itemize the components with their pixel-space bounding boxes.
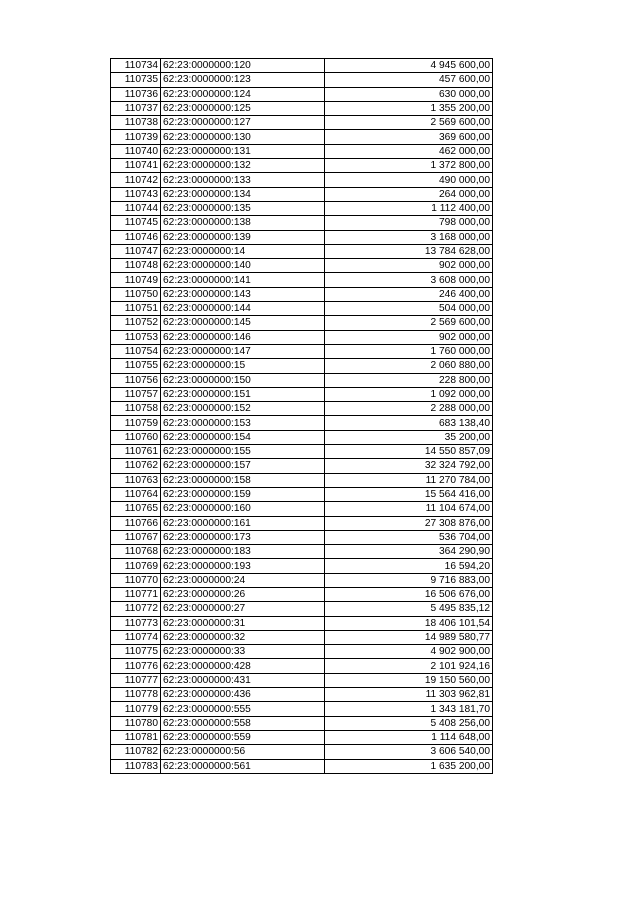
- cadastral-value-cell: 630 000,00: [325, 87, 493, 101]
- cadastral-number-cell: 62:23:0000000:32: [161, 630, 325, 644]
- table-row: [111, 559, 493, 573]
- table-row: [111, 330, 493, 344]
- cadastral-number-cell: 62:23:0000000:56: [161, 745, 325, 759]
- table-row: [111, 101, 493, 115]
- row-id-cell: 110758: [111, 402, 161, 416]
- row-id-cell: 110772: [111, 602, 161, 616]
- cadastral-number-cell: 62:23:0000000:120: [161, 59, 325, 73]
- row-id-cell: 110740: [111, 144, 161, 158]
- cadastral-number-cell: 62:23:0000000:147: [161, 344, 325, 358]
- table-row: [111, 59, 493, 73]
- cadastral-value-cell: 264 000,00: [325, 187, 493, 201]
- table-row: [111, 402, 493, 416]
- row-id-cell: 110776: [111, 659, 161, 673]
- row-id-cell: 110765: [111, 502, 161, 516]
- row-id-cell: 110759: [111, 416, 161, 430]
- cadastral-value-cell: 1 114 648,00: [325, 730, 493, 744]
- cadastral-number-cell: 62:23:0000000:24: [161, 573, 325, 587]
- cadastral-number-cell: 62:23:0000000:132: [161, 159, 325, 173]
- cadastral-value-cell: 462 000,00: [325, 144, 493, 158]
- cadastral-value-cell: 369 600,00: [325, 130, 493, 144]
- row-id-cell: 110751: [111, 302, 161, 316]
- cadastral-value-cell: 2 569 600,00: [325, 316, 493, 330]
- row-id-cell: 110769: [111, 559, 161, 573]
- row-id-cell: 110739: [111, 130, 161, 144]
- cadastral-value-cell: 14 550 857,09: [325, 445, 493, 459]
- table-row: [111, 116, 493, 130]
- cadastral-value-cell: 1 372 800,00: [325, 159, 493, 173]
- cadastral-value-cell: 504 000,00: [325, 302, 493, 316]
- cadastral-value-cell: 457 600,00: [325, 73, 493, 87]
- cadastral-value-cell: 11 104 674,00: [325, 502, 493, 516]
- row-id-cell: 110780: [111, 716, 161, 730]
- cadastral-number-cell: 62:23:0000000:158: [161, 473, 325, 487]
- table-row: [111, 587, 493, 601]
- cadastral-value-cell: 19 150 560,00: [325, 673, 493, 687]
- cadastral-value-cell: 902 000,00: [325, 259, 493, 273]
- table-row: [111, 273, 493, 287]
- row-id-cell: 110783: [111, 759, 161, 773]
- cadastral-number-cell: 62:23:0000000:428: [161, 659, 325, 673]
- row-id-cell: 110735: [111, 73, 161, 87]
- cadastral-number-cell: 62:23:0000000:140: [161, 259, 325, 273]
- table-row: [111, 645, 493, 659]
- row-id-cell: 110760: [111, 430, 161, 444]
- table-row: [111, 545, 493, 559]
- table-row: [111, 502, 493, 516]
- row-id-cell: 110745: [111, 216, 161, 230]
- cadastral-number-cell: 62:23:0000000:193: [161, 559, 325, 573]
- cadastral-number-cell: 62:23:0000000:431: [161, 673, 325, 687]
- cadastral-number-cell: 62:23:0000000:159: [161, 487, 325, 501]
- cadastral-number-cell: 62:23:0000000:154: [161, 430, 325, 444]
- row-id-cell: 110773: [111, 616, 161, 630]
- cadastral-number-cell: 62:23:0000000:436: [161, 688, 325, 702]
- row-id-cell: 110744: [111, 201, 161, 215]
- row-id-cell: 110764: [111, 487, 161, 501]
- table-row: [111, 730, 493, 744]
- cadastral-value-cell: 1 635 200,00: [325, 759, 493, 773]
- cadastral-number-cell: 62:23:0000000:130: [161, 130, 325, 144]
- cadastral-number-cell: 62:23:0000000:134: [161, 187, 325, 201]
- row-id-cell: 110775: [111, 645, 161, 659]
- cadastral-value-cell: 9 716 883,00: [325, 573, 493, 587]
- cadastral-value-cell: 536 704,00: [325, 530, 493, 544]
- row-id-cell: 110774: [111, 630, 161, 644]
- cadastral-number-cell: 62:23:0000000:559: [161, 730, 325, 744]
- cadastral-value-cell: 4 902 900,00: [325, 645, 493, 659]
- cadastral-number-cell: 62:23:0000000:33: [161, 645, 325, 659]
- cadastral-value-cell: 16 506 676,00: [325, 587, 493, 601]
- table-row: [111, 373, 493, 387]
- cadastral-value-cell: 18 406 101,54: [325, 616, 493, 630]
- cadastral-number-cell: 62:23:0000000:173: [161, 530, 325, 544]
- cadastral-value-cell: 2 101 924,16: [325, 659, 493, 673]
- row-id-cell: 110752: [111, 316, 161, 330]
- cadastral-value-table: [110, 58, 493, 774]
- row-id-cell: 110741: [111, 159, 161, 173]
- cadastral-number-cell: 62:23:0000000:14: [161, 244, 325, 258]
- cadastral-value-cell: 1 112 400,00: [325, 201, 493, 215]
- table-row: [111, 445, 493, 459]
- table-row: [111, 130, 493, 144]
- row-id-cell: 110734: [111, 59, 161, 73]
- row-id-cell: 110770: [111, 573, 161, 587]
- cadastral-number-cell: 62:23:0000000:151: [161, 387, 325, 401]
- table-row: [111, 530, 493, 544]
- cadastral-number-cell: 62:23:0000000:135: [161, 201, 325, 215]
- cadastral-value-cell: 35 200,00: [325, 430, 493, 444]
- table-row: [111, 201, 493, 215]
- cadastral-value-cell: 5 408 256,00: [325, 716, 493, 730]
- table-row: [111, 287, 493, 301]
- table-row: [111, 387, 493, 401]
- table-row: [111, 616, 493, 630]
- cadastral-value-cell: 3 168 000,00: [325, 230, 493, 244]
- row-id-cell: 110778: [111, 688, 161, 702]
- row-id-cell: 110736: [111, 87, 161, 101]
- table-row: [111, 87, 493, 101]
- table-row: [111, 630, 493, 644]
- table-row: [111, 216, 493, 230]
- cadastral-value-cell: 3 606 540,00: [325, 745, 493, 759]
- row-id-cell: 110755: [111, 359, 161, 373]
- row-id-cell: 110737: [111, 101, 161, 115]
- table-row: [111, 459, 493, 473]
- table-row: [111, 302, 493, 316]
- cadastral-value-cell: 228 800,00: [325, 373, 493, 387]
- row-id-cell: 110742: [111, 173, 161, 187]
- table-body: [111, 59, 493, 774]
- row-id-cell: 110777: [111, 673, 161, 687]
- cadastral-number-cell: 62:23:0000000:145: [161, 316, 325, 330]
- cadastral-number-cell: 62:23:0000000:27: [161, 602, 325, 616]
- cadastral-number-cell: 62:23:0000000:558: [161, 716, 325, 730]
- cadastral-value-cell: 13 784 628,00: [325, 244, 493, 258]
- table-row: [111, 602, 493, 616]
- row-id-cell: 110782: [111, 745, 161, 759]
- cadastral-value-cell: 14 989 580,77: [325, 630, 493, 644]
- cadastral-value-cell: 15 564 416,00: [325, 487, 493, 501]
- row-id-cell: 110767: [111, 530, 161, 544]
- row-id-cell: 110753: [111, 330, 161, 344]
- table-row: [111, 159, 493, 173]
- cadastral-number-cell: 62:23:0000000:160: [161, 502, 325, 516]
- cadastral-value-cell: 902 000,00: [325, 330, 493, 344]
- cadastral-value-cell: 11 270 784,00: [325, 473, 493, 487]
- cadastral-number-cell: 62:23:0000000:150: [161, 373, 325, 387]
- cadastral-number-cell: 62:23:0000000:152: [161, 402, 325, 416]
- row-id-cell: 110754: [111, 344, 161, 358]
- cadastral-number-cell: 62:23:0000000:127: [161, 116, 325, 130]
- row-id-cell: 110749: [111, 273, 161, 287]
- row-id-cell: 110747: [111, 244, 161, 258]
- cadastral-number-cell: 62:23:0000000:131: [161, 144, 325, 158]
- table-row: [111, 745, 493, 759]
- table-row: [111, 316, 493, 330]
- cadastral-value-cell: 3 608 000,00: [325, 273, 493, 287]
- row-id-cell: 110771: [111, 587, 161, 601]
- table-row: [111, 244, 493, 258]
- cadastral-number-cell: 62:23:0000000:143: [161, 287, 325, 301]
- cadastral-number-cell: 62:23:0000000:157: [161, 459, 325, 473]
- table-row: [111, 73, 493, 87]
- table-row: [111, 659, 493, 673]
- table-row: [111, 487, 493, 501]
- table-row: [111, 516, 493, 530]
- row-id-cell: 110738: [111, 116, 161, 130]
- row-id-cell: 110763: [111, 473, 161, 487]
- cadastral-value-cell: 2 060 880,00: [325, 359, 493, 373]
- table-row: [111, 702, 493, 716]
- cadastral-value-cell: 32 324 792,00: [325, 459, 493, 473]
- cadastral-value-cell: 246 400,00: [325, 287, 493, 301]
- cadastral-value-cell: 27 308 876,00: [325, 516, 493, 530]
- row-id-cell: 110781: [111, 730, 161, 744]
- cadastral-value-cell: 4 945 600,00: [325, 59, 493, 73]
- table-row: [111, 688, 493, 702]
- cadastral-value-cell: 490 000,00: [325, 173, 493, 187]
- cadastral-value-cell: 5 495 835,12: [325, 602, 493, 616]
- cadastral-number-cell: 62:23:0000000:183: [161, 545, 325, 559]
- row-id-cell: 110746: [111, 230, 161, 244]
- cadastral-value-cell: 1 092 000,00: [325, 387, 493, 401]
- row-id-cell: 110762: [111, 459, 161, 473]
- cadastral-number-cell: 62:23:0000000:555: [161, 702, 325, 716]
- cadastral-value-cell: 11 303 962,81: [325, 688, 493, 702]
- cadastral-number-cell: 62:23:0000000:146: [161, 330, 325, 344]
- cadastral-value-cell: 2 569 600,00: [325, 116, 493, 130]
- row-id-cell: 110750: [111, 287, 161, 301]
- cadastral-number-cell: 62:23:0000000:139: [161, 230, 325, 244]
- table-row: [111, 673, 493, 687]
- cadastral-value-cell: 1 343 181,70: [325, 702, 493, 716]
- cadastral-value-cell: 16 594,20: [325, 559, 493, 573]
- table-row: [111, 759, 493, 773]
- cadastral-number-cell: 62:23:0000000:26: [161, 587, 325, 601]
- table-row: [111, 359, 493, 373]
- table-row: [111, 573, 493, 587]
- cadastral-number-cell: 62:23:0000000:123: [161, 73, 325, 87]
- table-row: [111, 144, 493, 158]
- cadastral-value-cell: 1 760 000,00: [325, 344, 493, 358]
- table-row: [111, 416, 493, 430]
- cadastral-number-cell: 62:23:0000000:144: [161, 302, 325, 316]
- cadastral-number-cell: 62:23:0000000:161: [161, 516, 325, 530]
- table-row: [111, 473, 493, 487]
- cadastral-number-cell: 62:23:0000000:15: [161, 359, 325, 373]
- cadastral-number-cell: 62:23:0000000:125: [161, 101, 325, 115]
- table-row: [111, 259, 493, 273]
- cadastral-number-cell: 62:23:0000000:31: [161, 616, 325, 630]
- row-id-cell: 110748: [111, 259, 161, 273]
- cadastral-number-cell: 62:23:0000000:138: [161, 216, 325, 230]
- row-id-cell: 110761: [111, 445, 161, 459]
- cadastral-number-cell: 62:23:0000000:124: [161, 87, 325, 101]
- row-id-cell: 110757: [111, 387, 161, 401]
- cadastral-value-cell: 1 355 200,00: [325, 101, 493, 115]
- cadastral-number-cell: 62:23:0000000:141: [161, 273, 325, 287]
- row-id-cell: 110766: [111, 516, 161, 530]
- cadastral-number-cell: 62:23:0000000:153: [161, 416, 325, 430]
- row-id-cell: 110743: [111, 187, 161, 201]
- cadastral-number-cell: 62:23:0000000:133: [161, 173, 325, 187]
- row-id-cell: 110768: [111, 545, 161, 559]
- cadastral-number-cell: 62:23:0000000:155: [161, 445, 325, 459]
- table-row: [111, 344, 493, 358]
- row-id-cell: 110779: [111, 702, 161, 716]
- cadastral-value-cell: 364 290,90: [325, 545, 493, 559]
- cadastral-value-cell: 683 138,40: [325, 416, 493, 430]
- cadastral-value-cell: 2 288 000,00: [325, 402, 493, 416]
- row-id-cell: 110756: [111, 373, 161, 387]
- document-page: [110, 58, 492, 774]
- cadastral-value-cell: 798 000,00: [325, 216, 493, 230]
- table-row: [111, 430, 493, 444]
- table-row: [111, 173, 493, 187]
- table-row: [111, 230, 493, 244]
- cadastral-number-cell: 62:23:0000000:561: [161, 759, 325, 773]
- table-row: [111, 716, 493, 730]
- table-row: [111, 187, 493, 201]
